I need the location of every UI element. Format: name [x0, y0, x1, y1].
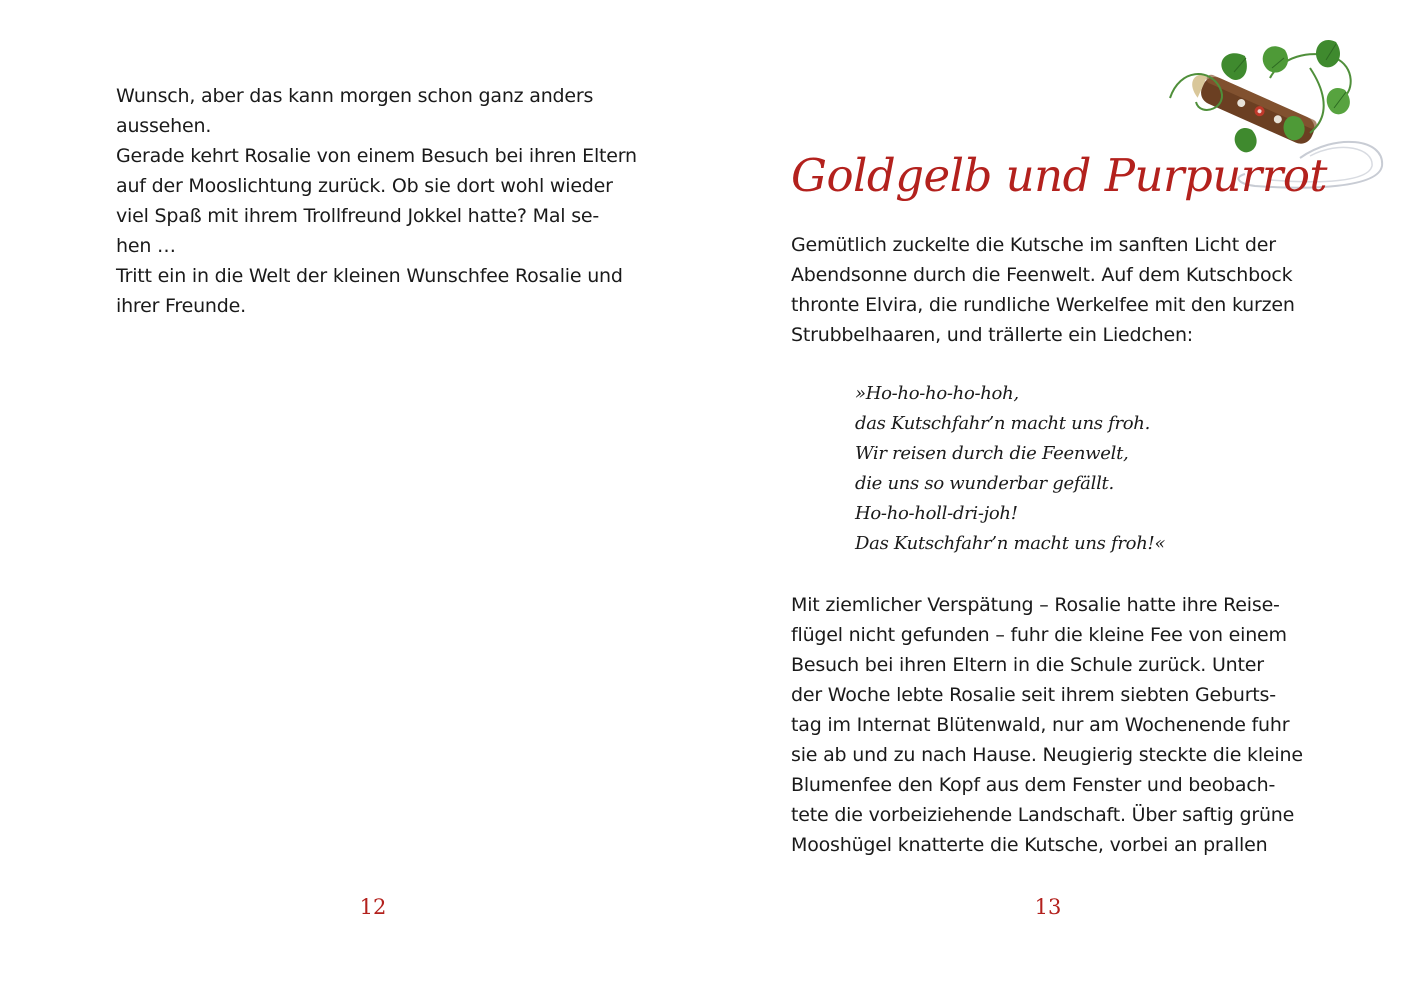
text-line: viel Spaß mit ihrem Trollfreund Jokkel hatte? Mal se- — [116, 205, 600, 227]
text-line: Gerade kehrt Rosalie von einem Besuch bei ihren Eltern — [116, 145, 637, 167]
text-line: aussehen. — [116, 115, 212, 137]
text-line: ihrer Freunde. — [116, 295, 246, 317]
chapter-title: Goldgelb und Purpurrot — [791, 149, 1328, 202]
text-line: Mit ziemlicher Verspätung – Rosalie hatte ihre Reise- — [791, 594, 1280, 616]
text-line: Tritt ein in die Welt der kleinen Wunschfee Rosalie und — [116, 265, 623, 287]
text-line: Wunsch, aber das kann morgen schon ganz anders — [116, 85, 594, 107]
poem-line: das Kutschfahr’n macht uns froh. — [855, 413, 1151, 434]
text-line: Strubbelhaaren, und trällerte ein Liedchen: — [791, 324, 1193, 346]
text-line: sie ab und zu nach Hause. Neugierig steckte die kleine — [791, 744, 1303, 766]
text-line: Mooshügel knatterte die Kutsche, vorbei an prallen — [791, 834, 1268, 856]
page-number-left: 12 — [359, 895, 387, 919]
text-line: Blumenfee den Kopf aus dem Fenster und beobach- — [791, 774, 1276, 796]
poem-line: Wir reisen durch die Feenwelt, — [855, 443, 1129, 464]
page-number-right: 13 — [1034, 895, 1062, 919]
text-line: auf der Mooslichtung zurück. Ob sie dort wohl wieder — [116, 175, 613, 197]
text-line: Besuch bei ihren Eltern in die Schule zurück. Unter — [791, 654, 1264, 676]
text-line: hen … — [116, 235, 176, 257]
text-line: Abendsonne durch die Feenwelt. Auf dem Kutschbock — [791, 264, 1293, 286]
poem-line: Das Kutschfahr’n macht uns froh!« — [855, 533, 1166, 554]
poem-line: »Ho-ho-ho-ho-hoh, — [855, 383, 1019, 404]
text-line: flügel nicht gefunden – fuhr die kleine Fee von einem — [791, 624, 1287, 646]
poem-line: Ho-ho-holl-dri-joh! — [855, 503, 1018, 524]
text-line: der Woche lebte Rosalie seit ihrem siebten Geburts- — [791, 684, 1276, 706]
song-poem — [855, 379, 1165, 559]
left-page-text — [116, 81, 646, 321]
text-line: tag im Internat Blütenwald, nur am Wochenende fuhr — [791, 714, 1290, 736]
text-line: tete die vorbeiziehende Landschaft. Über saftig grüne — [791, 804, 1295, 826]
text-line: Gemütlich zuckelte die Kutsche im sanften Licht der — [791, 234, 1276, 256]
story-paragraph — [791, 590, 1311, 860]
intro-paragraph — [791, 230, 1311, 350]
text-line: thronte Elvira, die rundliche Werkelfee mit den kurzen — [791, 294, 1295, 316]
poem-line: die uns so wunderbar gefällt. — [855, 473, 1114, 494]
